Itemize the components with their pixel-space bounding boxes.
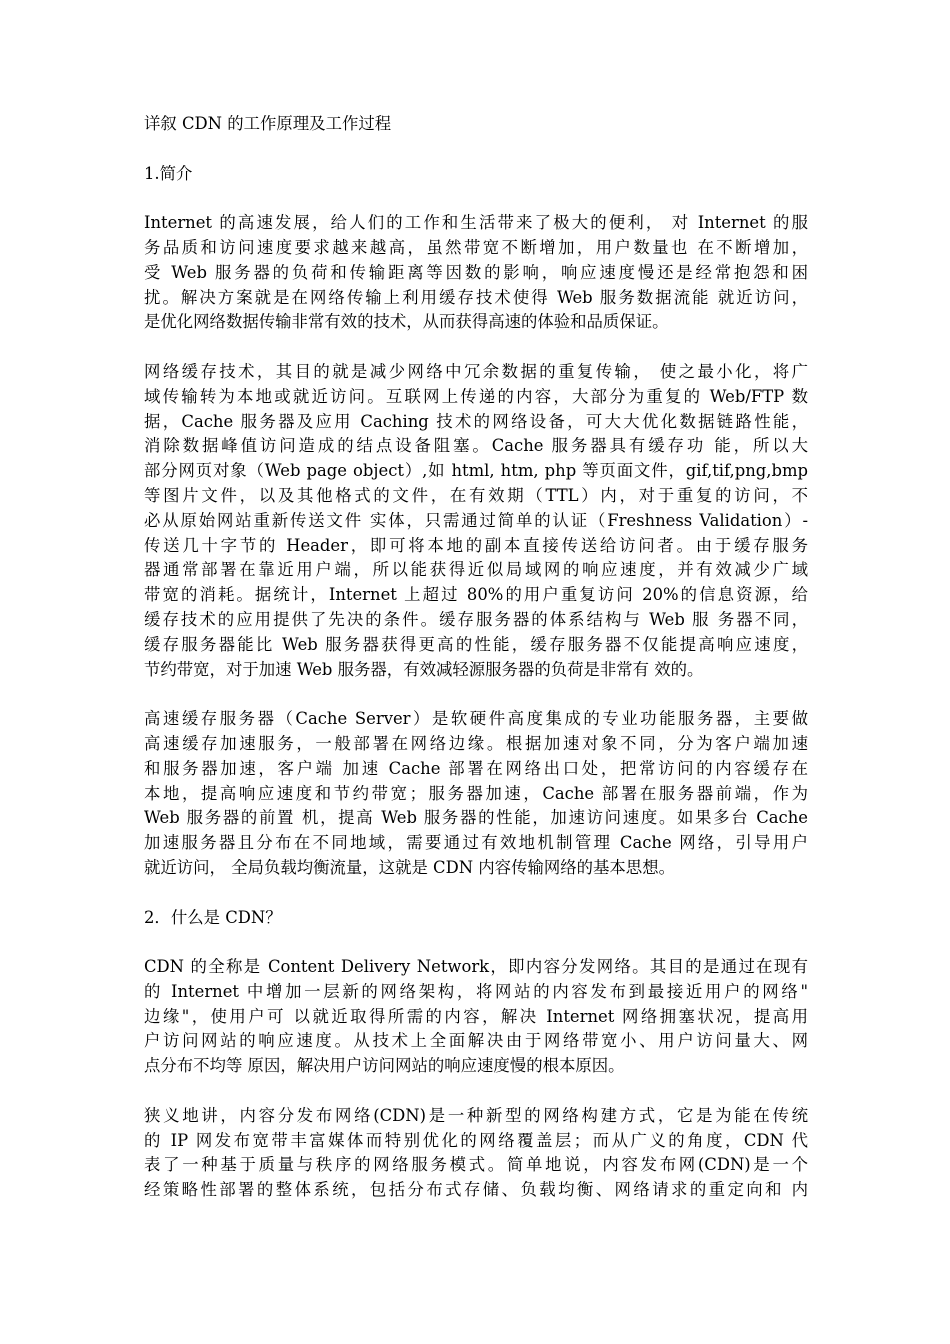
text-line: 传送几十字节的 Header，即可将本地的副本直接传送给访问者。由于缓存服务 <box>144 535 808 555</box>
text-line: 网络缓存技术，其目的就是减少网络中冗余数据的重复传输， 使之最小化，将广 <box>144 361 808 381</box>
text-line: 缓存服务器能比 Web 服务器获得更高的性能，缓存服务器不仅能提高响应速度， <box>144 634 808 654</box>
text-line: 加速服务器且分布在不同地域，需要通过有效地机制管理 Cache 网络，引导用户 <box>144 833 808 853</box>
text-line: 域传输转为本地或就近访问。互联网上传递的内容，大部分为重复的 Web/FTP 数 <box>144 386 808 406</box>
paragraph-intro <box>144 211 808 335</box>
spacer <box>144 881 808 906</box>
text-line: 高速缓存服务器（Cache Server）是软硬件高度集成的专业功能服务器，主要做 <box>144 709 808 729</box>
text-line: CDN 的全称是 Content Delivery Network，即内容分发网络。其目的是通过在现有 <box>144 957 808 977</box>
paragraph-cdn-definition <box>144 955 808 1079</box>
paragraph-cache-server <box>144 707 808 881</box>
text-line: 节约带宽，对于加速 Web 服务器，有效减轻源服务器的负荷是非常有 效的。 <box>144 659 704 679</box>
text-line: 器通常部署在靠近用户端，所以能获得近似局域网的响应速度，并有效减少广域 <box>144 560 808 580</box>
text-line: 的 Internet 中增加一层新的网络架构，将网站的内容发布到最接近用户的网络" <box>144 981 808 1001</box>
text-line: 本地，提高响应速度和节约带宽；服务器加速，Cache 部署在服务器前端，作为 <box>144 783 808 803</box>
spacer <box>144 137 808 162</box>
text-line: 扰。解决方案就是在网络传输上利用缓存技术使得 Web 服务数据流能 就近访问， <box>144 287 808 307</box>
section-heading-what-is-cdn: 2．什么是 CDN？ <box>144 907 282 927</box>
text-line: 和服务器加速，客户端 加速 Cache 部署在网络出口处，把常访问的内容缓存在 <box>144 758 808 778</box>
text-line: 户访问网站的响应速度。从技术上全面解决由于网络带宽小、用户访问量大、网 <box>144 1031 808 1051</box>
paragraph-cdn-narrow-broad <box>144 1104 808 1203</box>
text-line: 消除数据峰值访问造成的结点设备阻塞。Cache 服务器具有缓存功 能，所以大 <box>144 436 808 456</box>
document-title: 详叙 CDN 的工作原理及工作过程 <box>144 114 392 133</box>
text-line: 经策略性部署的整体系统，包括分布式存储、负载均衡、网络请求的重定向和 内 <box>144 1180 808 1200</box>
text-line: 等图片文件，以及其他格式的文件，在有效期（TTL）内，对于重复的访问，不 <box>144 485 808 505</box>
text-line: 边缘"，使用户可 以就近取得所需的内容，解决 Internet 网络拥塞状况，提高用 <box>144 1006 808 1026</box>
document-body <box>144 112 808 1203</box>
text-line: 必从原始网站重新传送文件 实体，只需通过简单的认证（Freshness Validation）- <box>144 510 808 530</box>
text-line: 务品质和访问速度要求越来越高，虽然带宽不断增加，用户数量也 在不断增加， <box>144 237 808 257</box>
text-line: 受 Web 服务器的负荷和传输距离等因数的影响，响应速度慢还是经常抱怨和困 <box>144 262 808 282</box>
text-line: 高速缓存加速服务，一般部署在网络边缘。根据加速对象不同，分为客户端加速 <box>144 733 808 753</box>
text-line: 带宽的消耗。据统计，Internet 上超过 80%的用户重复访问 20%的信息资源，给 <box>144 585 808 605</box>
spacer <box>144 930 808 955</box>
text-line: 表了一种基于质量与秩序的网络服务模式。简单地说，内容发布网(CDN)是一个 <box>144 1155 808 1175</box>
spacer <box>144 682 808 707</box>
spacer <box>144 186 808 211</box>
text-line: 狭义地讲，内容分发布网络(CDN)是一种新型的网络构建方式，它是为能在传统 <box>144 1105 808 1125</box>
text-line: Web 服务器的前置 机，提高 Web 服务器的性能，加速访问速度。如果多台 Cache <box>144 808 808 828</box>
text-line: 据，Cache 服务器及应用 Caching 技术的网络设备，可大大优化数据链路性能， <box>144 411 808 431</box>
section-heading-intro: 1.简介 <box>144 163 193 183</box>
text-line: 的 IP 网发布宽带丰富媒体而特别优化的网络覆盖层；而从广义的角度，CDN 代 <box>144 1130 808 1150</box>
paragraph-cache-technology <box>144 360 808 682</box>
text-line: 点分布不均等 原因，解决用户访问网站的响应速度慢的根本原因。 <box>144 1056 625 1076</box>
text-line: 部分网页对象（Web page object）,如 html, htm, php 等页面文件，gif,tif,png,bmp <box>144 461 808 481</box>
text-line: 就近访问， 全局负载均衡流量，这就是 CDN 内容传输网络的基本思想。 <box>144 857 675 877</box>
text-line: Internet 的高速发展，给人们的工作和生活带来了极大的便利， 对 Internet 的服 <box>144 213 808 233</box>
text-line: 缓存技术的应用提供了先决的条件。缓存服务器的体系结构与 Web 服 务器不同， <box>144 609 808 629</box>
spacer <box>144 1079 808 1104</box>
text-line: 是优化网络数据传输非常有效的技术，从而获得高速的体验和品质保证。 <box>144 312 669 332</box>
spacer <box>144 335 808 360</box>
